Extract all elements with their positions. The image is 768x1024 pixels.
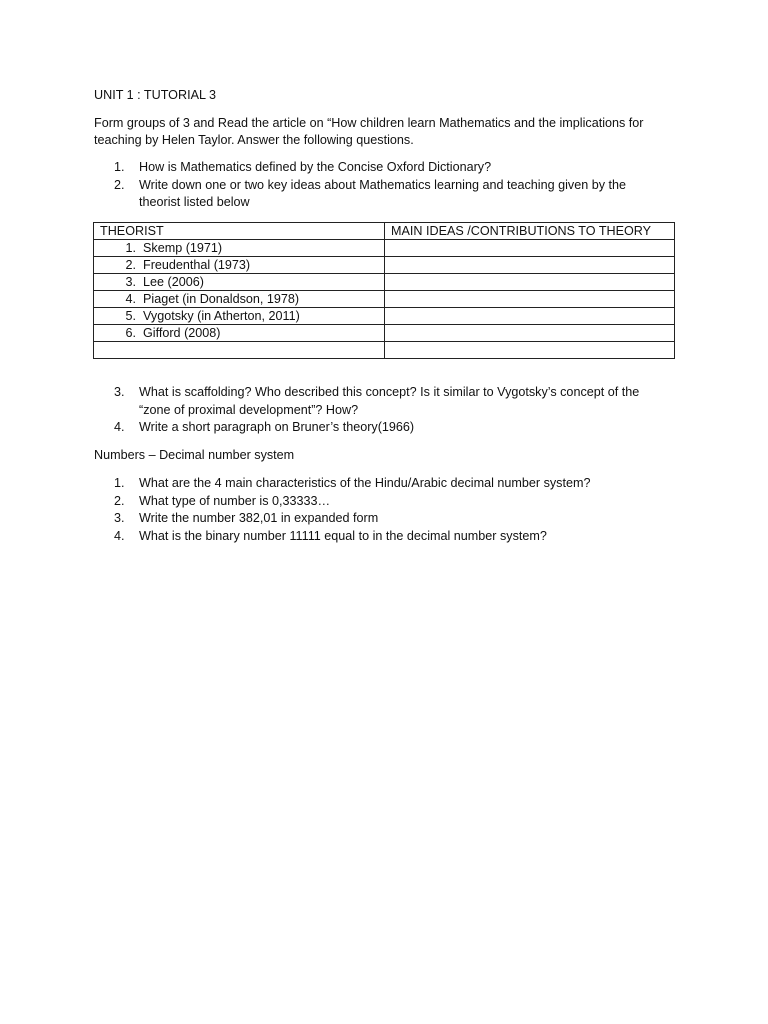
theorist-cell [94,325,385,342]
table-row [94,274,675,291]
intro-line: Form groups of 3 and Read the article on “How children learn Mathematics and the implications for [94,116,644,130]
intro-paragraph [94,115,644,149]
main-ideas-cell [385,308,675,325]
theorist-name: Vygotsky (in Atherton, 2011) [143,308,300,323]
theorist-cell [94,308,385,325]
question-text: What type of number is 0,33333… [139,493,331,508]
theorist-cell [94,257,385,274]
section-heading: Numbers – Decimal number system [94,448,295,462]
question-list-part1 [114,159,626,212]
question-number: 2. [114,177,125,192]
theorist-name: Lee (2006) [143,274,204,289]
question-text: “zone of proximal development”? How? [139,402,359,417]
intro-line: teaching by Helen Taylor. Answer the following questions. [94,133,414,147]
table-row [94,342,675,359]
table-header-row [94,223,675,240]
table-row [94,240,675,257]
question-number: 3. [114,511,125,525]
document-title: UNIT 1 : TUTORIAL 3 [94,88,217,102]
main-ideas-cell [385,342,675,359]
theorist-number: 3. [125,274,136,289]
main-ideas-cell [385,274,675,291]
theorist-number: 4. [125,291,136,306]
header-main-ideas: MAIN IDEAS /CONTRIBUTIONS TO THEORY [385,223,675,240]
question-number: 2. [114,493,125,508]
theorist-cell [94,342,385,359]
main-ideas-cell [385,291,675,308]
main-ideas-cell [385,257,675,274]
question-text: theorist listed below [139,195,250,209]
question-text: How is Mathematics defined by the Concise Oxford Dictionary? [139,160,492,174]
theorist-cell [94,274,385,291]
question-text: Write down one or two key ideas about Mathematics learning and teaching given by the [139,177,627,192]
question-item [114,419,639,437]
header-theorist: THEORIST [94,223,385,240]
theorist-table [93,222,675,359]
theorist-name: Gifford (2008) [143,325,221,340]
table-row [94,257,675,274]
main-ideas-cell [385,325,675,342]
question-text: Write a short paragraph on Bruner’s theory(1966) [139,420,415,434]
question-item [114,528,590,546]
question-text: What is the binary number 11111 equal to in the decimal number system? [139,528,547,543]
theorist-number: 1. [125,240,136,255]
main-ideas-cell [385,240,675,257]
question-item [114,510,590,528]
theorist-name: Piaget (in Donaldson, 1978) [143,291,300,306]
table-row [94,325,675,342]
question-number: 1. [114,160,125,174]
question-item [114,177,626,212]
theorist-cell [94,291,385,308]
question-item [114,384,639,419]
question-list-part2 [114,384,639,437]
question-text: What is scaffolding? Who described this concept? Is it similar to Vygotsky’s concept of the [139,385,640,399]
theorist-number: 5. [125,308,136,323]
question-text: Write the number 382,01 in expanded form [139,511,379,525]
theorist-cell [94,240,385,257]
question-text: What are the 4 main characteristics of the Hindu/Arabic decimal number system? [139,476,591,490]
question-item [114,159,626,177]
question-item [114,493,590,511]
question-number: 1. [114,476,125,490]
question-number: 3. [114,385,125,399]
theorist-name: Freudenthal (1973) [143,257,251,272]
question-list-part3 [114,475,590,545]
theorist-number: 6. [125,325,136,340]
question-number: 4. [114,528,125,543]
table-row [94,308,675,325]
theorist-name: Skemp (1971) [143,240,223,255]
question-number: 4. [114,420,125,434]
theorist-number: 2. [125,257,136,272]
question-item [114,475,590,493]
table-row [94,291,675,308]
